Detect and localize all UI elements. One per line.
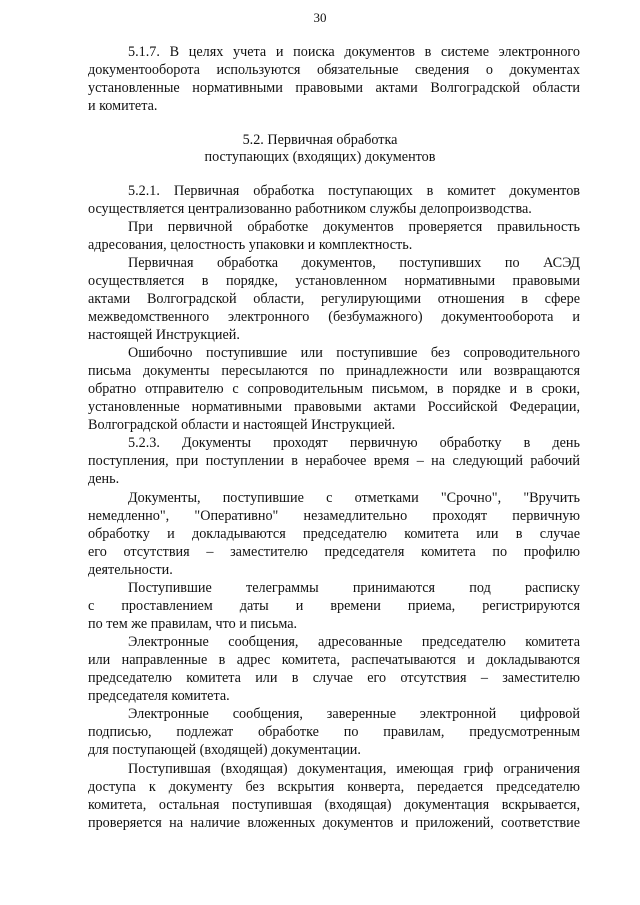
text-line: Документы, поступившие с отметками "Срочно", "Вручить <box>128 490 580 506</box>
text-line: доступа к документу без вскрытия конверта, передается председателю <box>88 779 580 795</box>
text-line: с проставлением даты и времени приема, регистрируются <box>88 598 580 614</box>
text-line: Первичная обработка документов, поступивших по АСЭД <box>128 255 580 271</box>
text-line: и комитета. <box>88 98 158 114</box>
text-line: установленные нормативными правовыми актами Российской Федерации, <box>88 399 580 415</box>
text-line: Электронные сообщения, адресованные председателю комитета <box>128 634 580 650</box>
text-line: проверяется на наличие вложенных документов и приложений, соответствие <box>88 815 580 831</box>
text-line: Волгоградской области и настоящей Инструкцией. <box>88 417 396 433</box>
text-line: 5.2.3. Документы проходят первичную обработку в день <box>128 435 580 451</box>
page-number: 30 <box>313 10 327 25</box>
text-line: Электронные сообщения, заверенные электронной цифровой <box>128 706 580 722</box>
text-line: его отсутствия – заместителю председателя комитета по профилю <box>88 544 580 560</box>
text-line: 5.1.7. В целях учета и поиска документов в системе электронного <box>128 44 580 60</box>
text-line: председателя комитета. <box>88 688 230 704</box>
text-line: подписью, подлежат обработке по правилам, предусмотренным <box>88 724 580 740</box>
text-line: установленные нормативными правовыми актами Волгоградской области <box>88 80 580 96</box>
text-line: При первичной обработке документов проверяется правильность <box>128 219 580 235</box>
text-line: документооборота используются обязательные сведения о документах <box>88 62 580 78</box>
text-line: по тем же правилам, что и письма. <box>88 616 298 632</box>
text-line: актами Волгоградской области, регулирующими отношения в сфере <box>88 291 580 307</box>
text-line: 5.2.1. Первичная обработка поступающих в комитет документов <box>128 183 580 199</box>
text-line: для поступающей (входящей) документации. <box>88 742 361 758</box>
text-line: осуществляется централизованно работником службы делопроизводства. <box>88 201 532 217</box>
text-line: председателю комитета или в случае его отсутствия – заместителю <box>88 670 580 686</box>
text-line: немедленно", "Оперативно" незамедлительно проходят первичную <box>88 508 580 524</box>
text-line: деятельности. <box>88 562 173 578</box>
text-line: поступления, при поступлении в нерабочее время – на следующий рабочий <box>88 453 580 469</box>
text-line: день. <box>88 471 120 487</box>
section-heading-line-2: поступающих (входящих) документов <box>204 149 436 165</box>
text-line: обработку и докладываются председателю комитета или в случае <box>88 526 580 542</box>
text-line: адресования, целостность упаковки и комплектность. <box>88 237 413 253</box>
section-heading-line-1: 5.2. Первичная обработка <box>242 132 398 148</box>
text-line: межведомственного электронного (безбумажного) документооборота и <box>88 309 580 325</box>
text-line: обратно отправителю с сопроводительным письмом, в порядке и в сроки, <box>88 381 580 397</box>
text-line: комитета, остальная поступившая (входящая) документация вскрывается, <box>88 797 580 813</box>
text-line: Поступившая (входящая) документация, имеющая гриф ограничения <box>128 761 580 777</box>
text-line: настоящей Инструкцией. <box>88 327 240 343</box>
text-line: письма документы пересылаются по принадлежности или возвращаются <box>88 363 580 379</box>
text-line: Поступившие телеграммы принимаются под расписку <box>128 580 580 596</box>
text-line: Ошибочно поступившие или поступившие без сопроводительного <box>128 345 580 361</box>
text-line: осуществляется в порядке, установленном нормативными правовыми <box>88 273 580 289</box>
text-line: или направленные в адрес комитета, распечатываются и докладываются <box>88 652 580 668</box>
